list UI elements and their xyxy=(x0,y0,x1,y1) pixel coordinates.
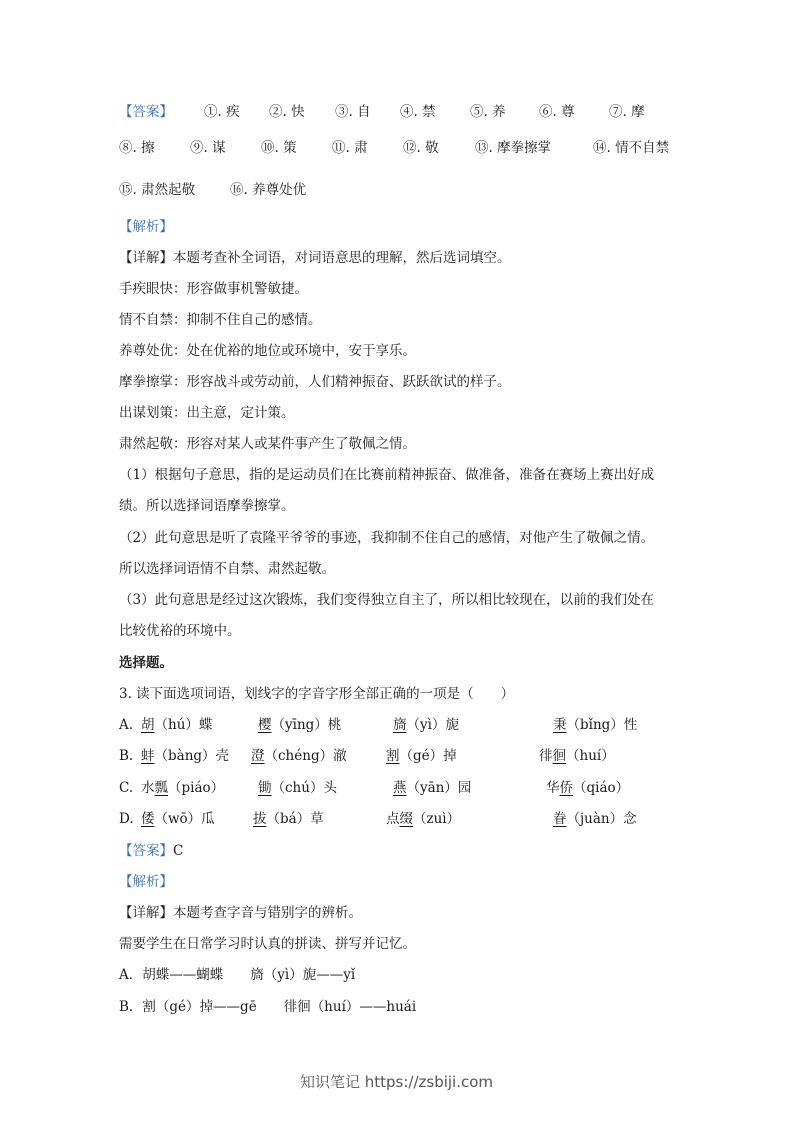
answer-item: ⑩. 策 xyxy=(261,140,297,156)
question-stem: 3. 读下面选项词语，划线字的字音字形全部正确的一项是（ ） xyxy=(119,686,515,702)
option-pinyin: （hú）蝶 xyxy=(154,717,213,733)
underlined-char: 瓢 xyxy=(154,780,168,796)
answer-value: C xyxy=(173,843,184,859)
option-pinyin: （bǐng）性 xyxy=(566,717,638,733)
answer-item: ⑬. 摩拳擦掌 xyxy=(475,140,552,156)
option-word xyxy=(141,716,212,734)
analysis-line: 需要学生在日常学习时认真的拼读、拼写并记忆。 xyxy=(119,936,416,952)
analysis-line: 摩拳擦掌：形容战斗或劳动前，人们精神振奋、跃跃欲试的样子。 xyxy=(119,374,511,390)
analysis-line: 养尊处优：处在优裕的地位或环境中，安于享乐。 xyxy=(119,343,416,359)
analysis-line: 出谋划策：出主意，定计策。 xyxy=(119,405,295,421)
option-pinyin: （qiáo） xyxy=(573,780,630,796)
option-prefix: 点 xyxy=(386,811,400,827)
answer-item: ⑨. 谋 xyxy=(190,140,226,156)
analysis-line: （1）根据句子意思，指的是运动员们在比赛前精神振奋、做准备，准备在赛场上赛出好成 xyxy=(119,467,655,483)
option-word xyxy=(251,747,347,765)
answer-item: ⑯. 养尊处优 xyxy=(230,182,307,198)
answer-item: ④. 禁 xyxy=(400,104,436,120)
analysis-line: 比较优裕的环境中。 xyxy=(119,623,241,639)
answer-item: ⑭. 情不自禁 xyxy=(593,140,670,156)
option-pinyin: （yīng）桃 xyxy=(271,717,342,733)
option-word xyxy=(253,810,324,828)
option-pinyin: （wō）瓜 xyxy=(154,811,215,827)
option-word xyxy=(141,747,229,765)
answer-item: ⑫. 敬 xyxy=(403,140,439,156)
option-pinyin: （juàn）念 xyxy=(566,811,637,827)
answer-item: ①. 疾 xyxy=(204,104,240,120)
option-pinyin: （chú）头 xyxy=(271,780,337,796)
analysis-line: （2）此句意思是听了袁隆平爷爷的事迹，我抑制不住自己的感情，对他产生了敬佩之情。 xyxy=(119,530,655,546)
underlined-char: 澄 xyxy=(251,748,265,764)
option-pinyin: （bàng）壳 xyxy=(154,748,230,764)
analysis-line: B．割（gé）掉——gē 徘徊（huí）——huái xyxy=(119,999,417,1015)
option-prefix: 水 xyxy=(141,780,155,796)
option-word xyxy=(539,747,615,765)
option-pinyin: （zuì） xyxy=(413,811,461,827)
underlined-char: 侨 xyxy=(559,780,573,796)
analysis-line: 情不自禁：抑制不住自己的感情。 xyxy=(119,312,322,328)
footer-watermark: 知识笔记 https://zsbiji.com xyxy=(299,1073,494,1091)
option-prefix: 华 xyxy=(546,780,560,796)
option-word xyxy=(386,810,460,828)
underlined-char: 锄 xyxy=(258,780,272,796)
analysis-tag: 【解析】 xyxy=(119,874,173,890)
option-pinyin: （piáo） xyxy=(168,780,225,796)
option-word xyxy=(546,779,629,797)
option-word xyxy=(258,716,341,734)
analysis-line: 所以选择词语情不自禁、肃然起敬。 xyxy=(119,561,335,577)
option-prefix: 徘 xyxy=(539,748,553,764)
underlined-char: 蚌 xyxy=(141,748,155,764)
answer-item: ⑧. 擦 xyxy=(119,140,155,156)
analysis-tag: 【解析】 xyxy=(119,219,173,235)
underlined-char: 胡 xyxy=(141,717,155,733)
option-label: B. xyxy=(119,748,134,764)
underlined-char: 倭 xyxy=(141,811,155,827)
answer-item: ③. 自 xyxy=(335,104,371,120)
answer-item: ⑪. 肃 xyxy=(332,140,368,156)
option-word xyxy=(141,810,215,828)
underlined-char: 眷 xyxy=(553,811,567,827)
underlined-char: 拔 xyxy=(253,811,267,827)
analysis-line: 【详解】本题考查补全词语，对词语意思的理解，然后选词填空。 xyxy=(119,250,511,266)
option-word xyxy=(393,779,471,797)
underlined-char: 徊 xyxy=(552,748,566,764)
answer-item: ⑮. 肃然起敬 xyxy=(119,182,196,198)
answer-item: ②. 快 xyxy=(269,104,305,120)
underlined-char: 旖 xyxy=(393,717,407,733)
analysis-line: 绩。所以选择词语摩拳擦掌。 xyxy=(119,498,295,514)
analysis-line: 【详解】本题考查字音与错别字的辨析。 xyxy=(119,905,362,921)
option-pinyin: （gé）掉 xyxy=(399,748,457,764)
underlined-char: 割 xyxy=(386,748,400,764)
option-label: D. xyxy=(119,811,134,827)
option-label: A. xyxy=(119,717,134,733)
section-title: 选择题。 xyxy=(119,655,173,671)
option-word xyxy=(386,747,457,765)
analysis-line: 手疾眼快：形容做事机警敏捷。 xyxy=(119,281,308,297)
analysis-line: A．胡蝶——蝴蝶 旖（yì）旎——yǐ xyxy=(119,967,356,983)
option-pinyin: （yì）旎 xyxy=(406,717,459,733)
option-word xyxy=(553,810,637,828)
underlined-char: 秉 xyxy=(553,717,567,733)
option-pinyin: （huí） xyxy=(566,748,615,764)
answer-item: ⑤. 养 xyxy=(470,104,506,120)
option-pinyin: （yān）园 xyxy=(406,780,472,796)
option-label: C. xyxy=(119,780,134,796)
analysis-line: 肃然起敬：形容对某人或某件事产生了敬佩之情。 xyxy=(119,436,416,452)
underlined-char: 缀 xyxy=(399,811,413,827)
underlined-char: 樱 xyxy=(258,717,272,733)
answer-tag: 【答案】 xyxy=(119,104,173,120)
option-word xyxy=(141,779,224,797)
answer-item: ⑦. 摩 xyxy=(609,104,645,120)
option-pinyin: （chéng）澈 xyxy=(264,748,347,764)
answer-line xyxy=(119,842,183,860)
underlined-char: 燕 xyxy=(393,780,407,796)
option-word xyxy=(258,779,337,797)
option-word xyxy=(553,716,637,734)
option-pinyin: （bá）草 xyxy=(266,811,324,827)
answer-tag: 【答案】 xyxy=(119,843,173,859)
option-word xyxy=(393,716,459,734)
analysis-line: （3）此句意思是经过这次锻炼，我们变得独立自主了，所以相比较现在，以前的我们处在 xyxy=(119,592,655,608)
answer-item: ⑥. 尊 xyxy=(539,104,575,120)
